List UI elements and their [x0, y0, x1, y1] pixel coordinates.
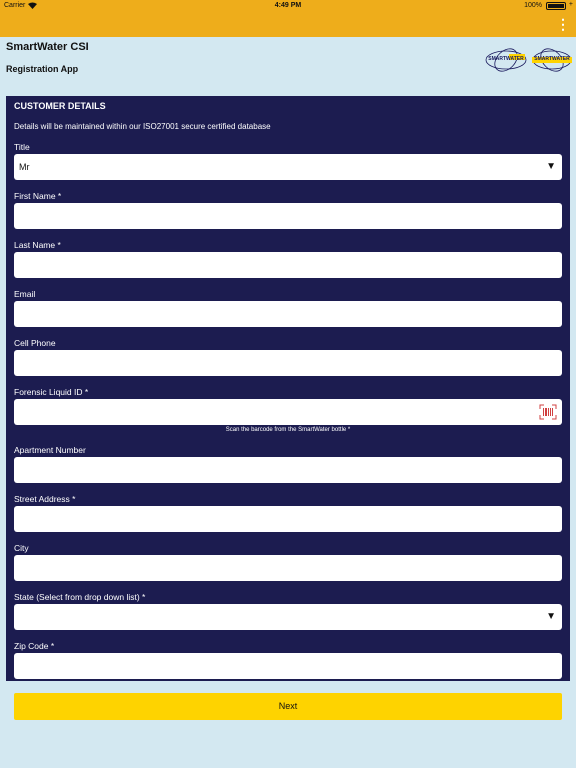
last-name-label: Last Name *: [14, 240, 61, 250]
logo-text-alt: SMARTWATER: [534, 56, 570, 62]
forensic-id-hint: Scan the barcode from the SmartWater bottle *: [225, 427, 351, 433]
barcode-scan-icon[interactable]: [539, 404, 557, 420]
app-subtitle: Registration App: [6, 64, 79, 74]
cell-phone-field[interactable]: [14, 350, 562, 376]
street-label: Street Address *: [14, 494, 76, 504]
app-bar: [0, 12, 576, 37]
section-title: CUSTOMER DETAILS: [14, 101, 106, 111]
first-name-label: First Name *: [14, 191, 62, 201]
state-label: State (Select from drop down list) *: [14, 592, 146, 602]
app-title: SmartWater CSI: [6, 41, 89, 53]
apartment-field[interactable]: [14, 457, 562, 483]
section-description: Details will be maintained within our ISO27001 secure certified database: [14, 122, 271, 131]
apartment-label: Apartment Number: [14, 445, 86, 455]
smartwater-logo-alt: [530, 46, 574, 74]
status-bar: [0, 0, 576, 12]
zip-label: Zip Code *: [14, 641, 55, 651]
battery-icon: [546, 2, 566, 10]
title-select[interactable]: [14, 154, 562, 180]
next-button[interactable]: Next: [14, 693, 562, 720]
dropdown-arrow-icon: ▼: [546, 161, 556, 172]
battery-percent: 100%: [524, 2, 542, 9]
city-label: City: [14, 543, 29, 553]
forensic-id-field[interactable]: [14, 399, 562, 425]
forensic-id-label: Forensic Liquid ID *: [14, 387, 89, 397]
city-field[interactable]: [14, 555, 562, 581]
dropdown-arrow-icon: ▼: [546, 611, 556, 622]
more-options-icon[interactable]: ⋮: [556, 16, 570, 32]
charging-icon: +: [568, 1, 573, 8]
customer-details-panel: [6, 96, 570, 681]
street-field[interactable]: [14, 506, 562, 532]
state-select[interactable]: [14, 604, 562, 630]
carrier-label: Carrier: [4, 2, 26, 9]
title-select-value: Mr: [19, 162, 30, 172]
last-name-field[interactable]: [14, 252, 562, 278]
logo-text: SMARTWATER: [488, 56, 524, 62]
smartwater-logo: [483, 46, 529, 74]
email-label: Email: [14, 289, 36, 299]
zip-field[interactable]: [14, 653, 562, 679]
first-name-field[interactable]: [14, 203, 562, 229]
clock: 4:49 PM: [274, 2, 302, 9]
title-label: Title: [14, 142, 30, 152]
email-field[interactable]: [14, 301, 562, 327]
cell-phone-label: Cell Phone: [14, 338, 56, 348]
